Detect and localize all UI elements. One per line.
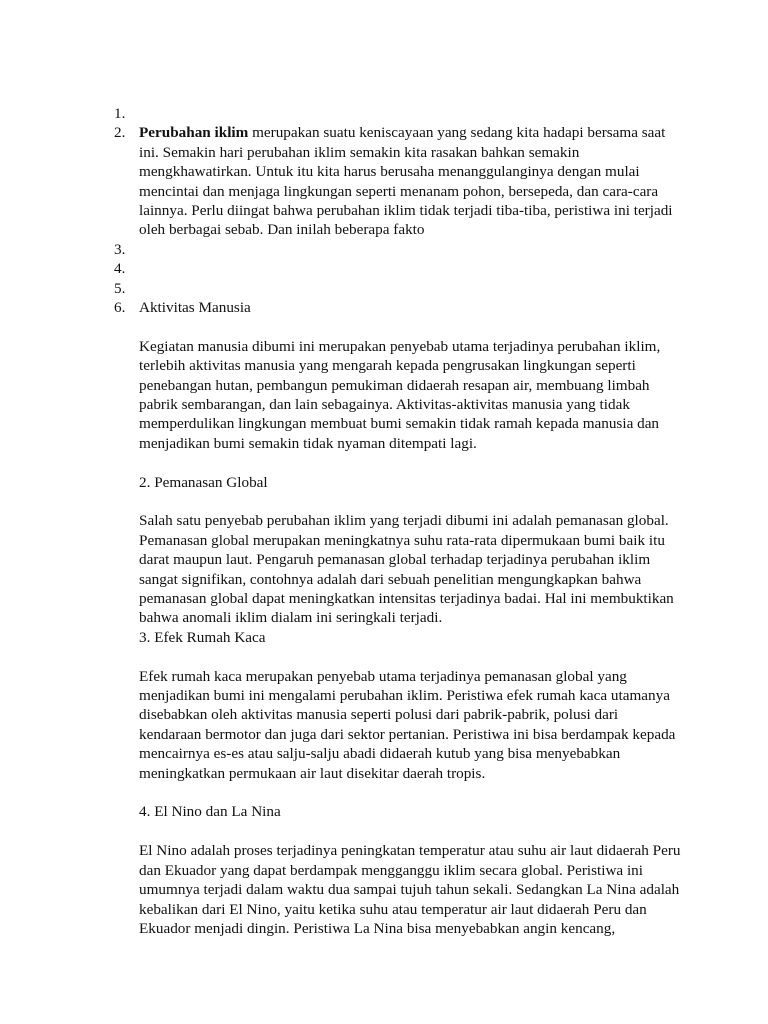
intro-bold-term: Perubahan iklim bbox=[139, 124, 249, 142]
list-item-2 bbox=[114, 123, 684, 239]
intro-paragraph bbox=[139, 123, 684, 239]
list-number: 6. bbox=[114, 299, 126, 316]
section-title-aktivitas: Aktivitas Manusia bbox=[139, 299, 251, 316]
section-body-pemanasan: Salah satu penyebab perubahan iklim yang terjadi dibumi ini adalah pemanasan global. Pemanasan global merupakan meningkatnya suhu rata-rata dipermukaan bumi baik itu darat maupun laut. Pengaruh pemanasan global terhadap terjadinya perubahan iklim sangat signifikan, contohnya adalah dari sebuah penelitian mengungkapkan bahwa pemanasan global dapat meningkatkan intensitas terjadinya badai. Hal ini membuktikan bahwa anomali iklim dialam ini seringkali terjadi. bbox=[139, 512, 674, 627]
section-title-pemanasan: 2. Pemanasan Global bbox=[139, 473, 268, 491]
section-body-aktivitas: Kegiatan manusia dibumi ini merupakan penyebab utama terjadinya perubahan iklim, terlebih aktivitas manusia yang mengarah kepada pengrusakan lingkungan seperti penebangan hutan, pembangun pemukiman didaerah resapan air, membuang limbah pabrik sembarangan, dan lain sebagainya. Aktivitas-aktivitas manusia yang tidak memperdulikan lingkungan membuat bumi semakin tidak ramah kepada manusia dan menjadikan bumi semakin tidak nyaman ditempati lagi. bbox=[139, 337, 661, 452]
list-number: 2. bbox=[114, 124, 126, 142]
section-body-el-nino: El Nino adalah proses terjadinya peningkatan temperatur atau suhu air laut didaerah Peru dan Ekuador yang dapat berdampak mengganggu iklim secara global. Peristiwa ini umumnya terjadi dalam waktu dua sampai tujuh tahun sekali. Sedangkan La Nina adalah kebalikan dari El Nino, yaitu ketika suhu atau temperatur air laut didaerah Peru dan Ekuador menjadi dingin. Peristiwa La Nina bisa menyebabkan angin kencang, bbox=[139, 842, 681, 937]
list-number: 3. bbox=[114, 240, 126, 258]
list-item-3 bbox=[114, 240, 684, 259]
numbered-list bbox=[114, 104, 684, 938]
list-item-4 bbox=[114, 259, 684, 278]
section-body-rumah-kaca: Efek rumah kaca merupakan penyebab utama terjadinya pemanasan global yang menjadikan bumi ini mengalami perubahan iklim. Peristiwa efek rumah kaca utamanya disebabkan oleh aktivitas manusia seperti polusi dari pabrik-pabrik, polusi dari kendaraan bermotor dan juga dari sektor pertanian. Peristiwa ini bisa berdampak kepada mencairnya es-es atau salju-salju abadi didaerah kutub yang bisa menyebabkan meningkatkan permukaan air laut disekitar daerah tropis. bbox=[139, 667, 676, 782]
section-title-rumah-kaca: 3. Efek Rumah Kaca bbox=[139, 628, 266, 646]
list-item-5 bbox=[114, 279, 684, 298]
section-title-el-nino: 4. El Nino dan La Nina bbox=[139, 803, 281, 821]
section-content bbox=[139, 298, 684, 938]
list-number: 5. bbox=[114, 279, 126, 297]
list-item-6 bbox=[114, 298, 684, 938]
intro-text: merupakan suatu keniscayaan yang sedang kita hadapi bersama saat ini. Semakin hari perubahan iklim semakin kita rasakan bahkan semakin mengkhawatirkan. Untuk itu kita harus berusaha menanggulanginya dengan mulai mencintai dan menjaga lingkungan seperti menanam pohon, bersepeda, dan cara-cara lainnya. Perlu diingat bahwa perubahan iklim tidak terjadi tiba-tiba, peristiwa ini terjadi oleh berbagai sebab. Dan inilah beberapa fakto bbox=[139, 124, 673, 239]
list-number: 1. bbox=[114, 105, 126, 122]
list-number: 4. bbox=[114, 260, 126, 278]
list-item-1 bbox=[114, 104, 684, 123]
